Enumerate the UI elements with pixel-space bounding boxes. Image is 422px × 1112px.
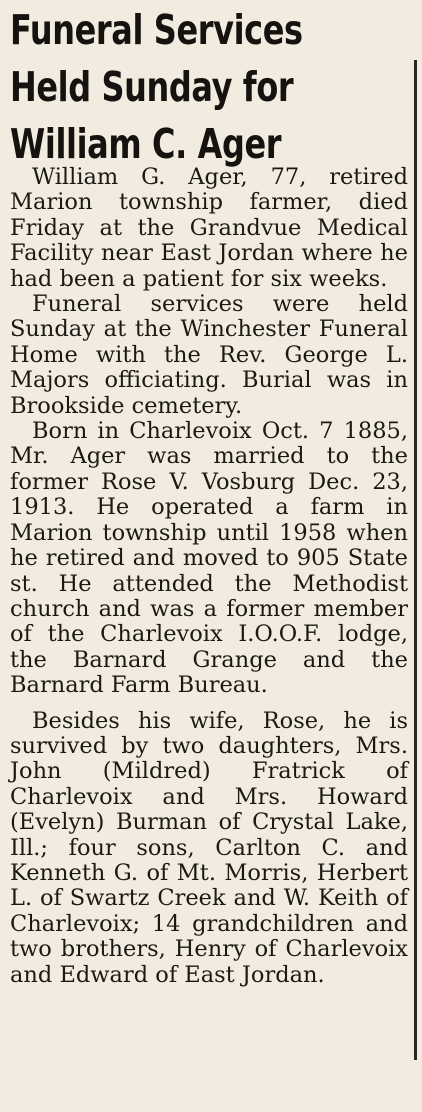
paragraph-services: Funeral services were held Sunday at the Winchester Funeral Home with the Rev. George L. Majors officiating. Burial was in Brookside cemetery.	[10, 291, 408, 419]
headline-line-2: Held Sunday for	[10, 63, 294, 111]
article-body	[10, 165, 408, 988]
headline	[10, 2, 322, 173]
paragraph-death-notice: William G. Ager, 77, retired Marion township farmer, died Friday at the Grandvue Medical Facility near East Jordan where he had been a patient for six weeks.	[10, 164, 408, 292]
paragraph-biography: Born in Charlevoix Oct. 7 1885, Mr. Ager was married to the former Rose V. Vosburg Dec. 23, 1913. He operated a farm in Marion township until 1958 when he retired and moved to 905 State st. He attended the Methodist church and was a former member of the Charlevoix I.O.O.F. lodge, the Barnard Grange and the Barnard Farm Bureau.	[10, 418, 408, 699]
headline-line-3: William C. Ager	[10, 120, 282, 168]
column-rule	[414, 60, 417, 1060]
headline-line-1: Funeral Services	[10, 6, 303, 54]
paragraph-survivors: Besides his wife, Rose, he is survived by two daughters, Mrs. John (Mildred) Fratrick of Charlevoix and Mrs. Howard (Evelyn) Burman of Crystal Lake, Ill.; four sons, Carlton C. and Kenneth G. of Mt. Morris, Herbert L. of Swartz Creek and W. Keith of Charlevoix; 14 grandchildren and two brothers, Henry of Charlevoix and Edward of East Jordan.	[10, 707, 408, 988]
